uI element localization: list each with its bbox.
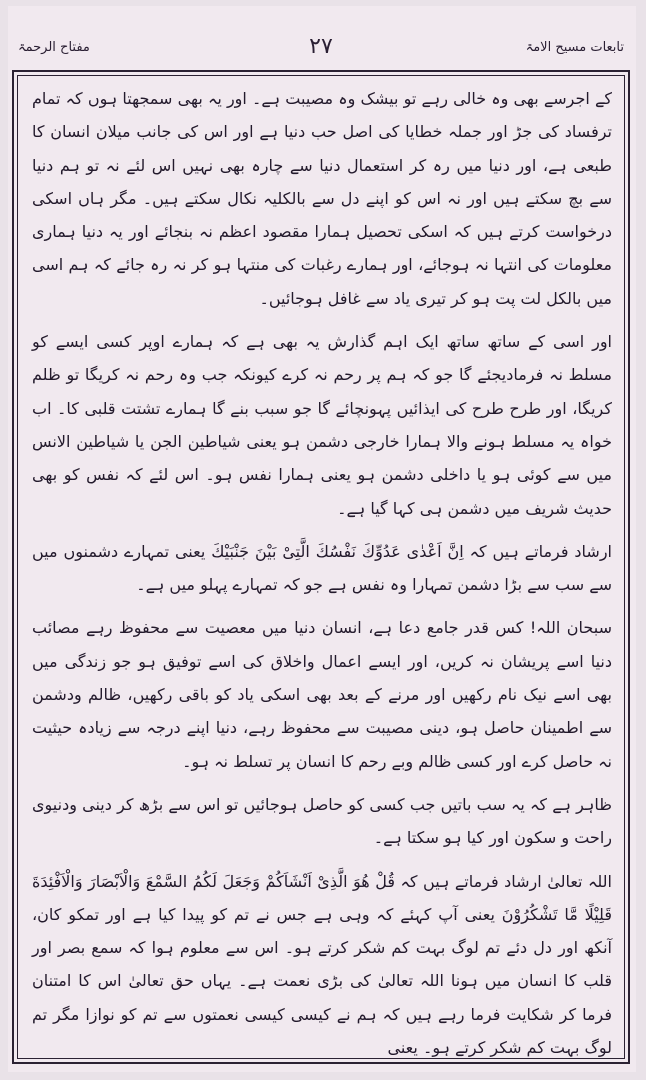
paragraph-1: کے اجرسے بھی وہ خالی رہے تو بیشک وہ مصیبت ہے۔ اور یہ بھی سمجھتا ہوں کہ تمام ترفساد کی جڑ اور جملہ خطایا کی اصل حب دنیا ہے اور اس کی جانب میلان انسان کا طبعی ہے، اور دنیا میں رہ کر استعمال دنیا سے چارہ بھی نہیں اس لئے نہ تو ہم دنیا سے بچ سکتے ہیں اور نہ اس کو اپنے دل سے بالکلیہ نکال سکتے ہیں۔ مگر ہاں اسکی درخواست کرتے ہیں کہ اسکی تحصیل ہمارا مقصود اعظم نہ بنجائے اور یہ دنیا ہماری معلومات کی انتہا نہ ہوجائے، اور ہمارے رغبات کی منتہا ہو کر نہ رہ جائے کہ ہم اسی میں بالکل لت پت ہو کر تیری یاد سے غافل ہوجائیں۔ (32, 89, 612, 308)
page-number: ۲۷ (309, 34, 333, 59)
paragraph-6: اللہ تعالیٰ ارشاد فرماتے ہیں کہ قُلْ هُوَ الَّذِیْ اَنْشَاَكُمْ وَجَعَلَ لَكُمُ السَّمْعَ وَالْاَبْصَارَ وَالْاَفْئِدَةَ قَلِیْلًا مَّا تَشْكُرُوْنَ یعنی آپ کہئے کہ وہی ہے جس نے تم کو پیدا کیا ہے اور تمکو کان، آنکھ اور دل دئے تم لوگ بہت کم شکر کرتے ہو۔ اس سے معلوم ہوا کہ سمع بصر اور قلب کا انسان میں ہونا اللہ تعالیٰ کی بڑی نعمت ہے۔ یہاں حق تعالیٰ اس کا امتنان فرما کر شکایت فرما رہے ہیں کہ ہم نے کیسی کیسی نعمتوں سے تم کو نوازا مگر تم لوگ بہت کم شکر کرتے ہو۔ یعنی (32, 871, 612, 1058)
paragraph-2: اور اسی کے ساتھ ساتھ ایک اہم گذارش یہ بھی ہے کہ ہمارے اوپر کسی ایسے کو مسلط نہ فرمادیجئے گا جو کہ ہم پر رحم نہ کرے کیونکہ جب وہ رحم نہ کریگا تو ظلم کریگا، اور طرح طرح کی ایذائیں پہونچائے گا جو سبب بنے گا ہمارے تشتت قلبی کا۔ اب خواہ یہ مسلط ہونے والا ہمارا خارجی دشمن ہو یعنی شیاطین الجن یا شیاطین الانس میں سے کوئی ہو یا داخلی دشمن ہو یعنی ہمارا نفس ہو۔ اس لئے کہ نفس کو بھی حدیث شریف میں دشمن ہی کہا گیا ہے۔ (32, 332, 612, 518)
paragraph-5: ظاہر ہے کہ یہ سب باتیں جب کسی کو حاصل ہوجائیں تو اس سے بڑھ کر دینی ودنیوی راحت و سکون اور کیا ہو سکتا ہے۔ (32, 794, 612, 848)
paragraph-3: ارشاد فرماتے ہیں کہ اِنَّ اَعْدٰی عَدُوِّكَ نَفْسُكَ الَّتِیْ بَیْنَ جَنْبَیْكَ یعنی تمہارے دشمنوں میں سے سب سے بڑا دشمن تمہارا وہ نفس ہے جو کہ تمہارے پہلو میں ہے۔ (32, 541, 612, 595)
paragraph-4: سبحان اللہ! کس قدر جامع دعا ہے، انسان دنیا میں معصیت سے محفوظ رہے مصائب دنیا اسے پریشان نہ کریں، اور ایسے اعمال واخلاق کی اسے توفیق ہو جو زندگی میں بھی اسے نیک نام رکھیں اور مرنے کے بعد بھی اسکی یاد کو باقی رکھیں، ظالم ودشمن سے اطمینان حاصل ہو، دینی مصیبت سے محفوظ رہے، دنیا اپنے درجہ سے زیادہ حیثیت نہ حاصل کرے اور کسی ظالم وبے رحم کا انسان پر تسلط نہ ہو۔ (32, 618, 612, 771)
running-title-left: مفتاح الرحمۃ (18, 40, 90, 55)
book-page (8, 6, 636, 1072)
text-frame (12, 70, 630, 1064)
page-body (32, 82, 612, 1064)
page-header (12, 34, 630, 68)
running-title-right: تابعات مسیح الامۃ (525, 40, 624, 55)
